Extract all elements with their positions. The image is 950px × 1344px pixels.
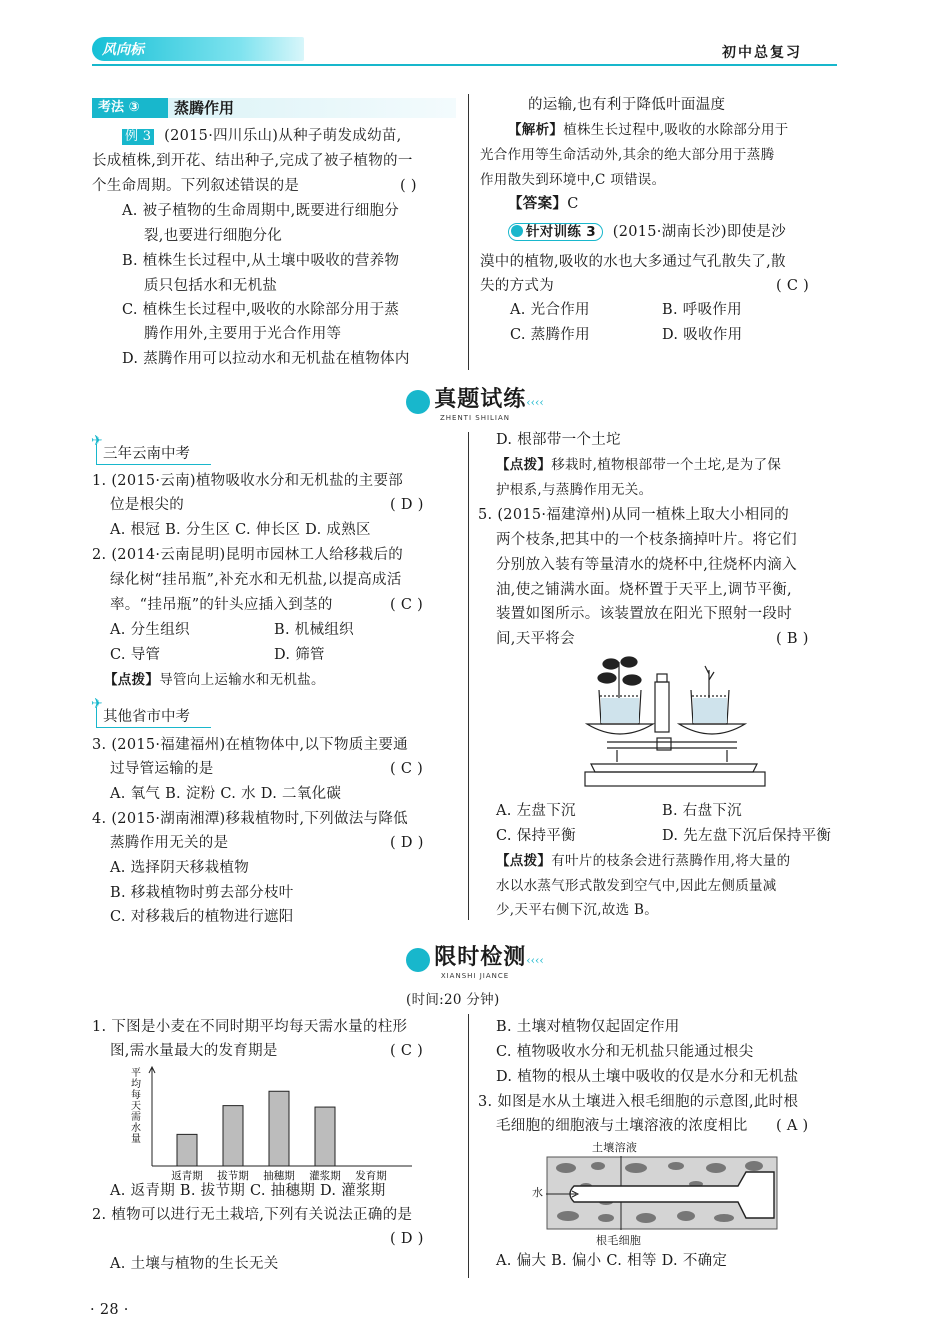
balance-figure: [577, 652, 771, 792]
q2-line-2: 绿化树“挂吊瓶”,补充水和无机盐,以提高成活: [110, 572, 402, 588]
option-b-cont: 质只包括水和无机盐: [144, 278, 278, 294]
q5-tip-2: 水以水蒸气形式散发到空气中,因此左侧质量减: [496, 878, 777, 894]
q5-line-5: 装置如图所示。该装置放在阳光下照射一段时: [496, 606, 792, 622]
header-title: 初中总复习: [722, 45, 802, 61]
column-divider: [468, 94, 469, 370]
q5-opt-c: C. 保持平衡: [496, 828, 576, 844]
option-a-cont: 裂,也要进行细胞分化: [144, 228, 283, 244]
t2-opt-c: C. 植物吸收水分和无机盐只能通过根尖: [496, 1044, 754, 1060]
q2-mark: ( C ): [390, 597, 424, 613]
x-tick-label: 灌浆期: [309, 1170, 341, 1182]
y-axis-label-char: 均: [131, 1079, 141, 1090]
q4-opt-d: D. 根部带一个土坨: [496, 432, 621, 448]
q1-line-2: 位是根尖的: [110, 497, 184, 513]
option-c: C. 植株生长过程中,吸收的水除部分用于蒸: [122, 302, 400, 318]
t3-mark: ( A ): [776, 1118, 809, 1134]
answer-line: [508, 194, 579, 214]
q5-line-2: 两个枝条,把其中的一个枝条摘掉叶片。将它们: [496, 532, 797, 548]
page-number: · 28 ·: [90, 1302, 129, 1318]
x-tick-label: 返青期: [171, 1170, 203, 1182]
q1-options: A. 根冠 B. 分生区 C. 伸长区 D. 成熟区: [110, 522, 371, 538]
section-icon: [406, 948, 430, 972]
training-opt-b: B. 呼吸作用: [662, 302, 742, 318]
chevrons-icon: ‹‹‹‹: [526, 954, 544, 967]
option-d-cont: 的运输,也有利于降低叶面温度: [528, 97, 726, 113]
tip-label: 【点拨】: [496, 457, 552, 473]
training-3-mark: ( C ): [776, 278, 810, 294]
kaofa-tag: 考法 ③: [92, 98, 168, 118]
section-icon: [406, 390, 430, 414]
option-a: A. 被子植物的生命周期中,既要进行细胞分: [122, 203, 400, 219]
ribbon-label: 其他省市中考: [103, 709, 190, 725]
x-tick-label: 拔节期: [217, 1170, 249, 1182]
logo-text: 风向标: [102, 42, 144, 58]
brand-logo: [92, 37, 304, 61]
training-label: 针对训练 3: [526, 224, 596, 240]
analysis-text: 植株生长过程中,吸收的水除部分用于: [563, 122, 789, 138]
q4-mark: ( D ): [390, 835, 424, 851]
q3-mark: ( C ): [390, 761, 424, 777]
fig-label-water: 水: [532, 1186, 544, 1199]
bar: [177, 1134, 197, 1166]
fig-label-soil: 土壤溶液: [592, 1141, 638, 1154]
option-c-cont: 腾作用外,主要用于光合作用等: [144, 326, 342, 342]
y-axis-label-char: 需: [131, 1112, 141, 1123]
q4-tip-1: [496, 455, 781, 475]
column-divider-2: [468, 432, 469, 920]
root-hair-figure: [546, 1156, 778, 1230]
option-b: B. 植株生长过程中,从土壤中吸收的营养物: [122, 253, 400, 269]
y-axis-label-char: 天: [131, 1101, 141, 1112]
q5-line-6: 间,天平将会: [496, 631, 575, 647]
training-opt-c: C. 蒸腾作用: [510, 327, 590, 343]
q5-line-4: 油,使之铺满水面。烧杯置于天平上,调节平衡,: [496, 582, 792, 598]
q2-opt-b: B. 机械组织: [274, 622, 354, 638]
section-subtitle: XIANSHI JIANCE: [440, 971, 510, 980]
q5-line-3: 分别放入装有等量清水的烧杯中,往烧杯内滴入: [496, 557, 797, 573]
example-3-line-3: 个生命周期。下列叙述错误的是: [92, 178, 300, 194]
q2-opt-a: A. 分生组织: [110, 622, 190, 638]
time-limit: (时间:20 分钟): [406, 992, 500, 1008]
t2-line-1: 2. 植物可以进行无土栽培,下列有关说法正确的是: [92, 1207, 413, 1223]
y-axis-label-char: 平: [131, 1068, 141, 1079]
fig-label-roothair: 根毛细胞: [596, 1234, 642, 1247]
q1-mark: ( D ): [390, 497, 424, 513]
bar-chart: [126, 1064, 416, 1182]
tip-text: 有叶片的枝条会进行蒸腾作用,将大量的: [551, 853, 791, 869]
training-3-line-1: [508, 222, 786, 242]
x-tick-label: 抽穗期: [263, 1170, 295, 1182]
ribbon-other: [91, 696, 211, 728]
flag-icon: ✈: [91, 696, 103, 712]
example-3-line-1: [122, 126, 402, 146]
q5-opt-b: B. 右盘下沉: [662, 803, 742, 819]
t1-options: A. 返青期 B. 拔节期 C. 抽穗期 D. 灌浆期: [110, 1183, 386, 1199]
q2-tip: [104, 670, 325, 690]
q2-opt-c: C. 导管: [110, 647, 161, 663]
y-axis-label-char: 量: [131, 1134, 141, 1145]
section-subtitle: ZHENTI SHILIAN: [439, 413, 511, 422]
q3-line-2: 过导管运输的是: [110, 761, 214, 777]
training-opt-d: D. 吸收作用: [662, 327, 743, 343]
arrow-icon: [511, 225, 523, 237]
section-zhenti: [385, 382, 565, 422]
analysis-line-1: [508, 120, 789, 140]
ribbon-label: 三年云南中考: [103, 446, 190, 462]
tip-label: 【点拨】: [496, 853, 552, 869]
training-opt-a: A. 光合作用: [510, 302, 590, 318]
tip-text: 移栽时,植物根部带一个土坨,是为了保: [551, 457, 782, 473]
q4-opt-c: C. 对移栽后的植物进行遮阳: [110, 909, 294, 925]
training-source: (2015·湖南长沙)即使是沙: [612, 224, 787, 240]
t1-line-2: 图,需水量最大的发育期是: [110, 1043, 278, 1059]
q4-opt-a: A. 选择阴天移栽植物: [110, 860, 249, 876]
q4-line-1: 4. (2015·湖南湘潭)移栽植物时,下列做法与降低: [92, 811, 408, 827]
bar: [315, 1107, 335, 1166]
chevrons-icon: ‹‹‹‹: [526, 396, 544, 409]
option-d: D. 蒸腾作用可以拉动水和无机盐在植物体内: [122, 351, 410, 367]
answer-bracket: ( ): [400, 178, 417, 194]
t1-mark: ( C ): [390, 1043, 424, 1059]
t1-line-1: 1. 下图是小麦在不同时期平均每天需水量的柱形: [92, 1019, 408, 1035]
q1-line-1: 1. (2015·云南)植物吸收水分和无机盐的主要部: [92, 473, 404, 489]
q3-options: A. 氧气 B. 淀粉 C. 水 D. 二氧化碳: [110, 786, 342, 802]
example-label: 例 3: [122, 129, 154, 145]
q5-opt-d: D. 先左盘下沉后保持平衡: [662, 828, 832, 844]
analysis-line-2: 光合作用等生命活动外,其余的绝大部分用于蒸腾: [480, 147, 775, 163]
q5-tip-1: [496, 851, 790, 871]
q4-opt-b: B. 移栽植物时剪去部分枝叶: [110, 885, 294, 901]
q5-tip-3: 少,天平右侧下沉,故选 B。: [496, 902, 658, 918]
section-xianshi: [385, 940, 565, 980]
q5-opt-a: A. 左盘下沉: [496, 803, 576, 819]
y-axis-label-char: 每: [131, 1090, 141, 1101]
q2-line-3: 率。“挂吊瓶”的针头应插入到茎的: [110, 597, 333, 613]
x-tick-label: 发育期: [355, 1170, 387, 1182]
t2-mark: ( D ): [390, 1231, 424, 1247]
answer-value: C: [567, 196, 579, 212]
t3-line-1: 3. 如图是水从土壤进入根毛细胞的示意图,此时根: [478, 1094, 799, 1110]
analysis-line-3: 作用散失到环境中,C 项错误。: [480, 172, 666, 188]
q2-opt-d: D. 筛管: [274, 647, 325, 663]
t2-opt-b: B. 土壤对植物仅起固定作用: [496, 1019, 680, 1035]
answer-label: 【答案】: [508, 195, 568, 212]
analysis-label: 【解析】: [508, 122, 564, 138]
y-axis-label-char: 水: [131, 1123, 141, 1134]
kaofa-banner: [92, 98, 456, 118]
training-3-line-2: 漠中的植物,吸收的水也大多通过气孔散失了,散: [480, 254, 786, 270]
header-rule: [92, 64, 837, 66]
q3-line-1: 3. (2015·福建福州)在植物体中,以下物质主要通: [92, 737, 408, 753]
q4-line-2: 蒸腾作用无关的是: [110, 835, 229, 851]
bar: [223, 1106, 243, 1166]
column-divider-3: [468, 1014, 469, 1278]
ribbon-yunnan: [91, 433, 211, 465]
section-title: 限时检测: [434, 945, 527, 970]
q4-tip-2: 护根系,与蒸腾作用无关。: [496, 482, 653, 498]
t3-options: A. 偏大 B. 偏小 C. 相等 D. 不确定: [496, 1253, 728, 1269]
q5-line-1: 5. (2015·福建漳州)从同一植株上取大小相同的: [478, 507, 790, 523]
t2-opt-a: A. 土壤与植物的生长无关: [110, 1256, 279, 1272]
section-title: 真题试练: [434, 387, 527, 412]
kaofa-title: 蒸腾作用: [174, 99, 235, 117]
flag-icon: ✈: [91, 433, 103, 449]
q5-mark: ( B ): [776, 631, 809, 647]
t3-line-2: 毛细胞的细胞液与土壤溶液的浓度相比: [496, 1118, 748, 1134]
ex-text: (2015·四川乐山)从种子萌发成幼苗,: [164, 128, 402, 144]
example-3-line-2: 长成植株,到开花、结出种子,完成了被子植物的一: [92, 153, 413, 169]
tip-label: 【点拨】: [104, 672, 160, 688]
tip-text: 导管向上运输水和无机盐。: [159, 672, 325, 688]
training-badge: [508, 223, 603, 241]
bar: [269, 1091, 289, 1166]
training-3-line-3: 失的方式为: [480, 278, 554, 294]
t2-opt-d: D. 植物的根从土壤中吸收的仅是水分和无机盐: [496, 1069, 799, 1085]
q2-line-1: 2. (2014·云南昆明)昆明市园林工人给移栽后的: [92, 547, 404, 563]
